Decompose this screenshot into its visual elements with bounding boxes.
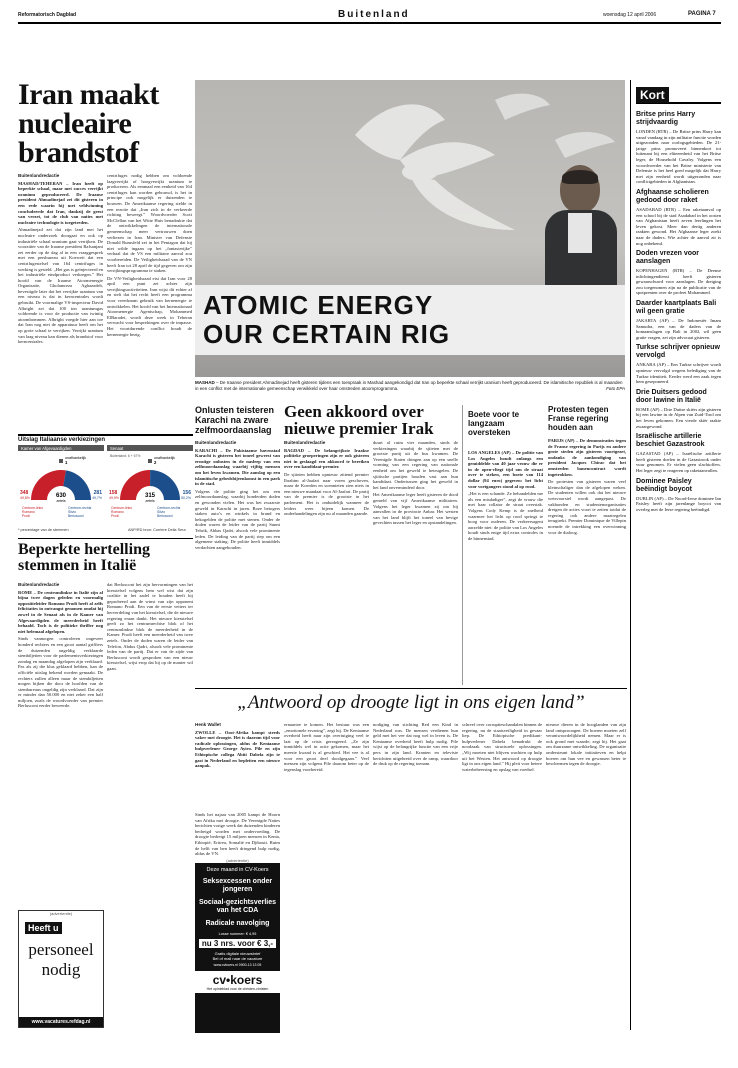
karachi-body: Volgens de politie ging het om een zelfmoordaanslag, waarbij honderden doden en gewonden vielen. Het was het zwaarste geweld in Karachi in jaren. Boze betogers staken auto’s en winkels in brand en bekogelden de politie met stenen. Onder de doden waren de leider van de partij Sunni Tehrik, Abbas Qadri, alsook vele prominente leden. De leiding van de partij riep om een algemene staking. De politie heeft inmiddels verdachten aangehouden. bbox=[195, 488, 280, 550]
iran-headline: Iran maakt nucleaire brandstof bbox=[18, 78, 159, 169]
paper-name: Reformatorisch Dagblad bbox=[18, 12, 77, 18]
independent-label: onafhankelijk bbox=[65, 456, 86, 460]
karachi-byline: Buitenlandredactie bbox=[195, 440, 237, 445]
personeel-ad bbox=[18, 910, 104, 1028]
droogte-rule bbox=[195, 688, 627, 689]
seat-pct-left: 49,8% bbox=[20, 496, 30, 500]
seat-pct-right: 50,2% bbox=[181, 496, 191, 500]
cvkoers-item3: Radicale navolging bbox=[205, 920, 270, 927]
chart-footnote: * percentage van de stemmen bbox=[18, 528, 69, 532]
banner-line1: ATOMIC ENERGY bbox=[203, 290, 434, 320]
party-left-label: Centrum-links Romano Prodi bbox=[22, 506, 43, 518]
droogte-col1b bbox=[195, 812, 280, 857]
italie-col2 bbox=[107, 582, 193, 917]
kort-item-text: LONDEN (RTR) – De Britse prins Harry kan vanaf vandaag in zijn militaire functie worden uitgezonden naar oorlogsgebieden. De 21-jarige prins promoveert binnenkort tot luitenant bij een eliteeenheid van het Britse leger, de Household Cavalry. Volgens een woordvoerder van het Britse ministerie van Defensie is het heel goed mogelijk dat Harry met zijn eenheid wordt uitgezonden naar conflictgebieden in Afghanistan. bbox=[636, 129, 721, 185]
iran-lead: MASHAD/TEHERAN – Iran heeft op beperkte schaal, maar met succes verrijkt uranium geproduceerd. De Iraanse president Ahmadinejad zei dit gisteren in een rede waarin hij met veldwinning concludeerde dat Iran, dankzij de geest van verzet, tot de club van naties met nucleaire technologie is toegetreden. bbox=[18, 180, 103, 225]
droogte-body1: Sinds het najaar van 2005 kampt de Hoorn van Afrika met droogte. De Verenigde Naties berichten vorige week dat duizenden kinderen bedreigd worden met ondervoeding. De droogte bedreigt 15 miljoen mensen in Kenia, Ethiopië, Eritrea, Somalië en Djibouti. Ruim de helft van hen heeft dringend hulp nodig, aldus de VN. bbox=[195, 812, 280, 857]
kort-header bbox=[636, 86, 721, 104]
cvkoers-contact[interactable]: www.cvkoers.nl 0900-13 13 05 bbox=[213, 963, 262, 967]
italie-body1: Sinds vannorgen controleren ongeveer honderd rechters en een groot aantal griffiers de duizenden ongeldig verklaarde stembiljetten voor de parlementsverkiezingen zondag en maandag afgelopen zijn verklaard. Pas als zij die klus geklaard hebben, kan de officiële uitslag bekend worden gemaakt. De rechters zullen alleen maar de stembiljetten mogen bijken die door de hoofden van de stembureaus ongeldig zijn verklaard. Dat zijn er minder dan 50.000 en niet zeker een half miljoen, zoals de woordvoerder van premier Berlusconi eerder beweerde. bbox=[18, 636, 103, 709]
boete-text bbox=[468, 450, 543, 685]
kort-item-title: Afghaanse scholieren gedood door raket bbox=[636, 188, 709, 204]
cvkoers-slogan: Het opinieblad voor de christen-christen bbox=[206, 987, 269, 991]
boete-divider bbox=[462, 405, 463, 685]
iran-byline: Buitenlandredactie bbox=[18, 173, 60, 178]
droogte-byline: Henk Wallet bbox=[195, 722, 221, 727]
page-number: PAGINA 7 bbox=[688, 11, 716, 17]
kort-item-text: JAKARTA (AP) – De Indonesiër Imam Samudra, een van de daders van de bomaanslagen op Bali in 2002, wil geen gratie vragen, zei zijn advocaat gisteren. bbox=[636, 318, 721, 340]
banner bbox=[195, 285, 625, 355]
droogte-body4: schreef over corruptieschandalen binnen de regering, nu de staatsveiligheid in gevaar liep. De Ethiopische predikant-hulpverlener Dabela benadrukt de noodzaak van structurele oplossingen. „Wij moeten niet blijven wachten op hulp uit het Westen. Het antwoord op droogte ligt in ons eigen land.” Hij pleit voor betere waterbeheersing en opslag van voedsel. bbox=[462, 722, 542, 772]
personeel-big2: nodig bbox=[41, 960, 81, 979]
droogte-col3 bbox=[373, 722, 458, 1032]
caption-label: MASHAD bbox=[195, 380, 215, 385]
cvkoers-price[interactable]: nu 3 nrs. voor € 3,- bbox=[199, 939, 276, 948]
iran-col2 bbox=[107, 173, 192, 431]
kort-item-title: Doden vrezen voor aanslagen bbox=[636, 250, 700, 266]
party-left-label: Centrum-links Romano Prodi bbox=[111, 506, 132, 518]
personeel-ad-header: (advertentie) bbox=[49, 911, 73, 916]
irak-col1 bbox=[284, 440, 369, 685]
boete-body: „Het is een schande. Ze behandelden me als een misdadiger”, zegt de vrouw die met haar rollator de straat overstak. Volgens Cody Kemp is de snelheid waarmee het licht op rood springt te hoog voor ouderen. De verkeersagent aarzelde niet: de politie van Los Angeles houdt sinds enige tijd extra controles in de binnenstad. bbox=[468, 491, 543, 541]
seat-value-left: 348 bbox=[20, 490, 29, 496]
cvkoers-item1: Seksexcessen onder jongeren bbox=[202, 878, 273, 893]
iran-body3: De VN-Veiligheidsraad eist dat Iran voor 28 april een punt zet achter zijn verrijkingsactiviteiten. Iran wijst dit echter af en stelt dat het recht heeft een programma voor vreedzaam gebruik van kernenergie te ontwikkelen. Het hoofd van het Internationaal Atoomenergie Agentschap, Mohammed ElBaradei, wordt deze week in Teheran verwacht voor besprekingen over de impasse. Het voortdurende conflict houdt de kernenergie bezig. bbox=[107, 275, 192, 337]
cvkoers-header: (advertentie) bbox=[195, 858, 280, 863]
iran-col1 bbox=[18, 173, 103, 431]
karachi-text bbox=[195, 440, 280, 685]
masthead-rule bbox=[18, 22, 721, 24]
italie-headline: Beperkte hertelling stemmen in Italië bbox=[18, 541, 150, 574]
droogte-col1 bbox=[195, 722, 280, 812]
seat-total-label: zetels bbox=[56, 499, 66, 503]
kort-divider bbox=[630, 80, 631, 1030]
cvkoers-promo2: Bel of mail naar de vacature bbox=[212, 956, 263, 961]
seat-total: 315 bbox=[144, 493, 156, 499]
caption-text: – De Iraanse president Ahmadinejad heeft gisteren tijdens een toespraak in Mashad aangekondigd dat Iran op beperkte schaal verrijkt uranium heeft geproduceerd. De islamitische republiek is al maanden in een conflict met de internationale gemeenschap verwikkeld over haar omstreden atoomprogramma. bbox=[195, 380, 623, 391]
cvkoers-brand-box bbox=[195, 971, 280, 993]
personeel-url[interactable]: www.vacatures.refdag.nl bbox=[19, 1017, 103, 1027]
protest-body: De protesten van gisteren waren veel kleinschaliger dan de afgelopen weken. De studenten willen ook dat het nieuwe wetsvoorstel wordt aangepast. De vakbonden en studentenorganisaties dreigen de acties voort te zetten totdat de regering ook andere maatregelen terugtrekt. Premier Dominique de Villepin noemde de intrekking een overwinning voor de dialoog. bbox=[548, 479, 626, 535]
kort-item-text: DUBLIN (AP) – De Noord-Ierse dominee Ian Paisley heeft zijn jarenlange boycot van overleg met de Ierse regering beëindigd. bbox=[636, 495, 721, 512]
iran-body2: centrifuges nodig hebben om voldoende laagverrijkt of hoogverrijkt uranium te produceren. Als eenmaal een eenheid van 164 centrifuges kan worden gebouwd, is het in principe ook mogelijk er duizenden te bouwen. De Amerikaanse regering stelde in een reactie dat „Iran zich in de verkeerde richting beweegt.” Woordvoerder Scott McClellan van het Witte Huis benadrukte dat de ontwikkelingen de internationale gemeenschap meer vertrouwen doen verliezen in Iran. Minister van Defensie Donald Rumsfeld zei in het Pentagon dat hij niet wilde ingaan op het „fantasierijke” verhaal dat de VS een militaire aanval zou voorbereiden. De Veiligheidsraad van de VN heeft Iran tot 28 april de tijd gegeven om zijn verrijkingsprogramma te staken. bbox=[107, 173, 192, 274]
independent-value: 2 bbox=[154, 460, 157, 465]
seat-pct-left: 49,9% bbox=[109, 496, 119, 500]
droogte-col2 bbox=[284, 722, 369, 1032]
independent-value: 1 bbox=[65, 460, 68, 465]
independent-label: onafhankelijk bbox=[154, 456, 175, 460]
election-chart bbox=[18, 434, 193, 534]
issue-date: woensdag 12 april 2006 bbox=[603, 12, 657, 18]
seat-pct-right: 49,7% bbox=[92, 496, 102, 500]
party-right-label: Centrum-rechts Silvio Berlusconi bbox=[68, 506, 92, 518]
irak-headline: Geen akkoord over nieuwe premier Irak bbox=[284, 402, 434, 438]
kort-logo-icon: Kort bbox=[636, 87, 669, 103]
protest-lead: PARIJS (AP) – De demonstraties tegen de Franse regering in Parijs en andere grote steden zijn gisteren voortgezet, ondanks de aankondiging van president Jacques Chirac dat het omstreden banencontract wordt ingetrokken. bbox=[548, 438, 626, 477]
section-name: Buitenland bbox=[338, 9, 410, 20]
seat-value-right: 281 bbox=[93, 490, 102, 496]
italie-lead: ROME – De centrumlinkse in Italië zijn al bijna twee dagen geleden en voormalig oppositieleider Romano Prodi heeft al zelfs felicitaties in ontvangst genomen omdat hij zowel in de Senaat als in de Kamer van Afgevaardigden de meerderheid heeft behaald. Toch is de politieke thriller nog niet helemaal afgelopen. bbox=[18, 589, 103, 634]
droogte-headline: „Antwoord op droogte ligt in ons eigen land” bbox=[237, 692, 585, 713]
kort-item-text: ASADABAD (RTR) – Een raketaanval op een school bij de stad Asadabad in het oosten van Afghanistan heeft zeven leerlingen het leven gekost. Meer dan dertig anderen raakten gewond. Het Afghaanse leger zoekt naar de daders. Wie achter de aanval zit is nog onbekend. bbox=[636, 206, 721, 246]
italie-body2: dat Berlusconi het zijn hervormingen van het kiesstelsel volgens hem wel wist dat zijn coalitie in het zadel te houden heeft hij geprobeerd aan de winst van zijn opponent Romano Prodi. Een van de eerste vetters ter herverdeling van het kiesstelsel, die de nieuwe regering eraan dankt. Het nieuwe kiesstelsel geeft zo het centrumrechtse blok of het centrumlinkse blok de meerderheid in de Kamer. Prodi heeft een meerderheid van twee zetels. Onder de doden waren de leider van Telefon, Abdus Qadri, alsook vele prominente leden van de partij. Dat er van de zijde van Berlusconi wordt gesproken van een nieuw kiesstelsel, wijst erop dat hij op de manier wil gaan. bbox=[107, 582, 193, 671]
left-chamber-label: Kamer van Afgevaardigden bbox=[21, 446, 72, 451]
irak-body1: De sjiieten hebben opnieuw zittend premier Ibrahim al-Jaafari naar voren geschoven, maar de Koerden en soennieten zien niets in een nieuwe mandaat voor Al-Jaafari. De partij van de premier is de grootste in het parlement. Het is onduidelijk wanneer de leiders weer bijeen komen. De onderhandelingen zijn nu al maanden gaande. bbox=[284, 471, 369, 517]
ahmadinejad-photo bbox=[195, 80, 625, 377]
kort-item-text: ROME (AP) – Drie Duitse skiërs zijn gisteren bij een lawine in de Alpen van Zuid-Tirol om het leven gekomen. Een vierde skiër raakte zwaargewond. bbox=[636, 406, 721, 429]
kort-item-title: Israëlische artillerie beschiet Gazastrook bbox=[636, 433, 705, 449]
independent-marker bbox=[148, 459, 152, 463]
droogte-body2: ernaartoe te komen. Het bestuur was een „emotionele ervaring”, zegt hij. De Keniaanse overheid heeft naar zijn overtuiging veel te laat op de crisis gereageerd. „Ze zijn inmiddels wel in actie gekomen, maar het meeste kwaad is al geschied. Het vee is al voor een groot deel doodgegaan.” Veel mensen zijn volgens Pile daarom beter op de tegenslag voorbereid. bbox=[284, 722, 369, 772]
kort-item-title: Dominee Paisley beëindigt boycot bbox=[636, 477, 692, 493]
abroad-label: Buitenland: 6 + 67% bbox=[110, 454, 141, 458]
cvkoers-item2: Sociaal-gezichtsverlies van het CDA bbox=[198, 899, 277, 914]
italie-rule bbox=[18, 538, 193, 539]
kort-list bbox=[636, 108, 721, 1028]
droogte-col4 bbox=[462, 722, 542, 1032]
cvkoers-price-small: Losse nummer: € 4,95 bbox=[218, 932, 257, 936]
personeel-hf: Heeft u bbox=[25, 922, 62, 934]
irak-col2 bbox=[373, 440, 458, 685]
seat-value-left: 158 bbox=[109, 490, 118, 496]
droogte-body5: nieuwe dieren in de hooglanden van zijn land ontsproongen. De boeren moeten zelf verantwoordelijkheid nemen. Maar er is ook grond met waarde, zegt hij. Het gaat om duurzame ontwikkeling. De organisatie ondersteunt lokale initiatieven en helpt boeren om hun vee en gewassen beter te beschermen tegen de droogte. bbox=[546, 722, 626, 767]
seat-value-right: 156 bbox=[182, 490, 191, 496]
kort-item-text: GAZASTAD (AP) – Israëlische artillerie heeft gisteren doelen in de Gazastrook onder vuur genomen. Er vielen geen slachtoffers. Het leger zegt te reageren op raketaanvallen. bbox=[636, 451, 721, 473]
seat-total-label: zetels bbox=[145, 499, 155, 503]
protest-headline: Protesten tegen Franse regering houden aan bbox=[548, 405, 609, 432]
party-right-label: Centrum-rechts Silvio Berlusconi bbox=[157, 506, 181, 518]
cvkoers-promo1: Gratis digitale nieuwsbrief bbox=[214, 951, 261, 956]
kort-item-text: ANKARA (AP) – Een Turkse schrijver wordt opnieuw vervolgd wegens belediging van de Turkse identiteit. Eerder werd een zaak tegen hem geseponeerd. bbox=[636, 362, 721, 385]
kort-item-title: Drie Duitsers gedood door lawine in Italië bbox=[636, 388, 707, 404]
seat-arc-right bbox=[63, 470, 91, 500]
italie-col1 bbox=[18, 582, 103, 907]
irak-lead: BAGDAD – De belangrijkste Iraakse politieke groeperingen zijn er ook gisteren niet in geslaagd een akkoord te bereiken over een kandidaat-premier. bbox=[284, 447, 369, 470]
irak-body2: duurt al ruim vier maanden, sinds de verkiezingen waarbij de sjiieten met de grootste partij uit de bus kwamen. De Verenigde Staten dringen aan op een snelle vorming van een regering van nationale eenheid om het geweld te beteugelen. De sjiitische partijen houden vast aan hun kandidaat. Ondertussen ging het geweld in het land onverminderd door. bbox=[373, 440, 458, 490]
kort-item-text: KOPENHAGEN (RTR) – De Deense inlichtingendienst heeft gisteren gewaarschuwd voor aanslagen. De dreiging zou toegenomen zijn na de publicatie van de spotprenten over de profeet Mohammed. bbox=[636, 268, 721, 296]
boete-lead: LOS ANGELES (AP) – De politie van Los Angeles houdt onlangs een gemiddelde van 40 jaar vrouw die er in de open-vliegt tijd om de straat over te steken, een boete van 114 dollar (94 euro) gegeven: het licht voor voetgangers stond al op rood. bbox=[468, 450, 543, 489]
chart-source: ANP/RD bron: Corriere Della Sera bbox=[128, 528, 186, 532]
italie-byline: Buitenlandredactie bbox=[18, 582, 60, 587]
droogte-lead: ZWOLLE – Oost-Afrika kampt steeds vaker met droogte. Het is daarom tijd voor radicale oplossingen, aldus de Keniaanse hulpverlener George Ayiro. Pile en zijn Ethiopische collega Abiti Dabela zijn te gast in Nederland en bepleiten een nieuwe aanpak. bbox=[195, 729, 280, 769]
iran-body1: Ahmadinejad zei dat zijn land met het nucleaire onderzoek doorgaat en ook op industriële schaal uranium gaat verrijken. De voorzitter van de Iraanse president Rafsanjani zei eerder op de dag al in een vraaggesprek met een persbureau uit Koeweit dat een centrifugestelsel van 164 centrifuges in werking is gesteld. „Het gas is geïnjecteerd en het industriële eindproduct verkregen.” Het hoofd van de Iraanse Atoomenergie Organisatie, Gholamreza Aghazadeh, bevestigde later dat het verrijkte uranium van een niveau is dat in kerncentrales wordt gebruikt. De voormalige VS-inspecteur David Albright zei dat 100 ton uraniumgas voldoende is voor de productie van twintig atoombommen. Albright voegde hier aan toe dat Iran nog niet de apparatuur heeft om het op grote schaal te verrijken. Verrijkt uranium van laag niveau kan dienen als brandstof voor kerncentrales. bbox=[18, 227, 103, 345]
banner-line2: OUR CERTAIN RIG bbox=[203, 319, 451, 349]
cvkoers-ad bbox=[195, 858, 280, 1033]
photo-caption bbox=[195, 380, 625, 391]
irak-byline: Buitenlandredactie bbox=[284, 440, 326, 445]
droogte-col5 bbox=[546, 722, 626, 1032]
chart-svg bbox=[18, 445, 193, 535]
droogte-body3: nodiging van stichting Red een Kind in Nederland was. De mensen verdienen hun geld met het vee dat nog wel in leven is. De Keniaanse overheid heeft hulp nodig. Pile wijst op de belangrijke functie van een vrije pers in zijn land. Kranten en televisie berichtten uitgebreid over de ramp, waardoor de druk op de regering toenam. bbox=[373, 722, 458, 767]
irak-body3: Het Amerikaanse leger heeft gisteren de dood gemeld van vijf Amerikaanse militairen. Volgens het leger kwamen zij om bij aanvallen in de provincie Anbar. Het westen van het land blijft het toneel van hevige gevechten tussen het leger en opstandelingen. bbox=[373, 492, 458, 526]
kort-item-title: Turkse schrijver opnieuw vervolgd bbox=[636, 344, 720, 360]
personeel-big1: personeel bbox=[28, 940, 94, 959]
person-silhouette bbox=[540, 165, 620, 295]
karachi-lead: KARACHI – De Pakistaanse havenstad Karachi is gisteren het toneel geweest van ernstige onlusten in de nasleep van een zelfmoordaanslag waarbij vijftig mensen om het leven kwamen. Die aanslag op een islamitische gebedsbijeenkomst in een park in de stad. bbox=[195, 447, 280, 487]
cvkoers-brand: cv•koers bbox=[212, 973, 263, 987]
cvkoers-title: Deze maand in CV-Koers bbox=[206, 867, 269, 873]
right-chamber-label: Senaat bbox=[110, 446, 124, 451]
chart-title: Uitslag Italiaanse verkiezingen bbox=[18, 437, 106, 443]
kort-item-title: Britse prins Harry strijdvaardig bbox=[636, 111, 696, 126]
independent-marker bbox=[59, 459, 63, 463]
protest-text bbox=[548, 438, 626, 685]
boete-headline: Boete voor te langzaam oversteken bbox=[468, 410, 520, 437]
seat-total: 630 bbox=[55, 493, 67, 499]
karachi-headline: Onlusten teisteren Karachi na zware zelfmoordaanslag bbox=[195, 405, 275, 435]
photo-credit: Foto EPA bbox=[606, 385, 625, 391]
kort-item-title: Daarder kaartplaats Bali wil geen gratie bbox=[636, 300, 717, 316]
